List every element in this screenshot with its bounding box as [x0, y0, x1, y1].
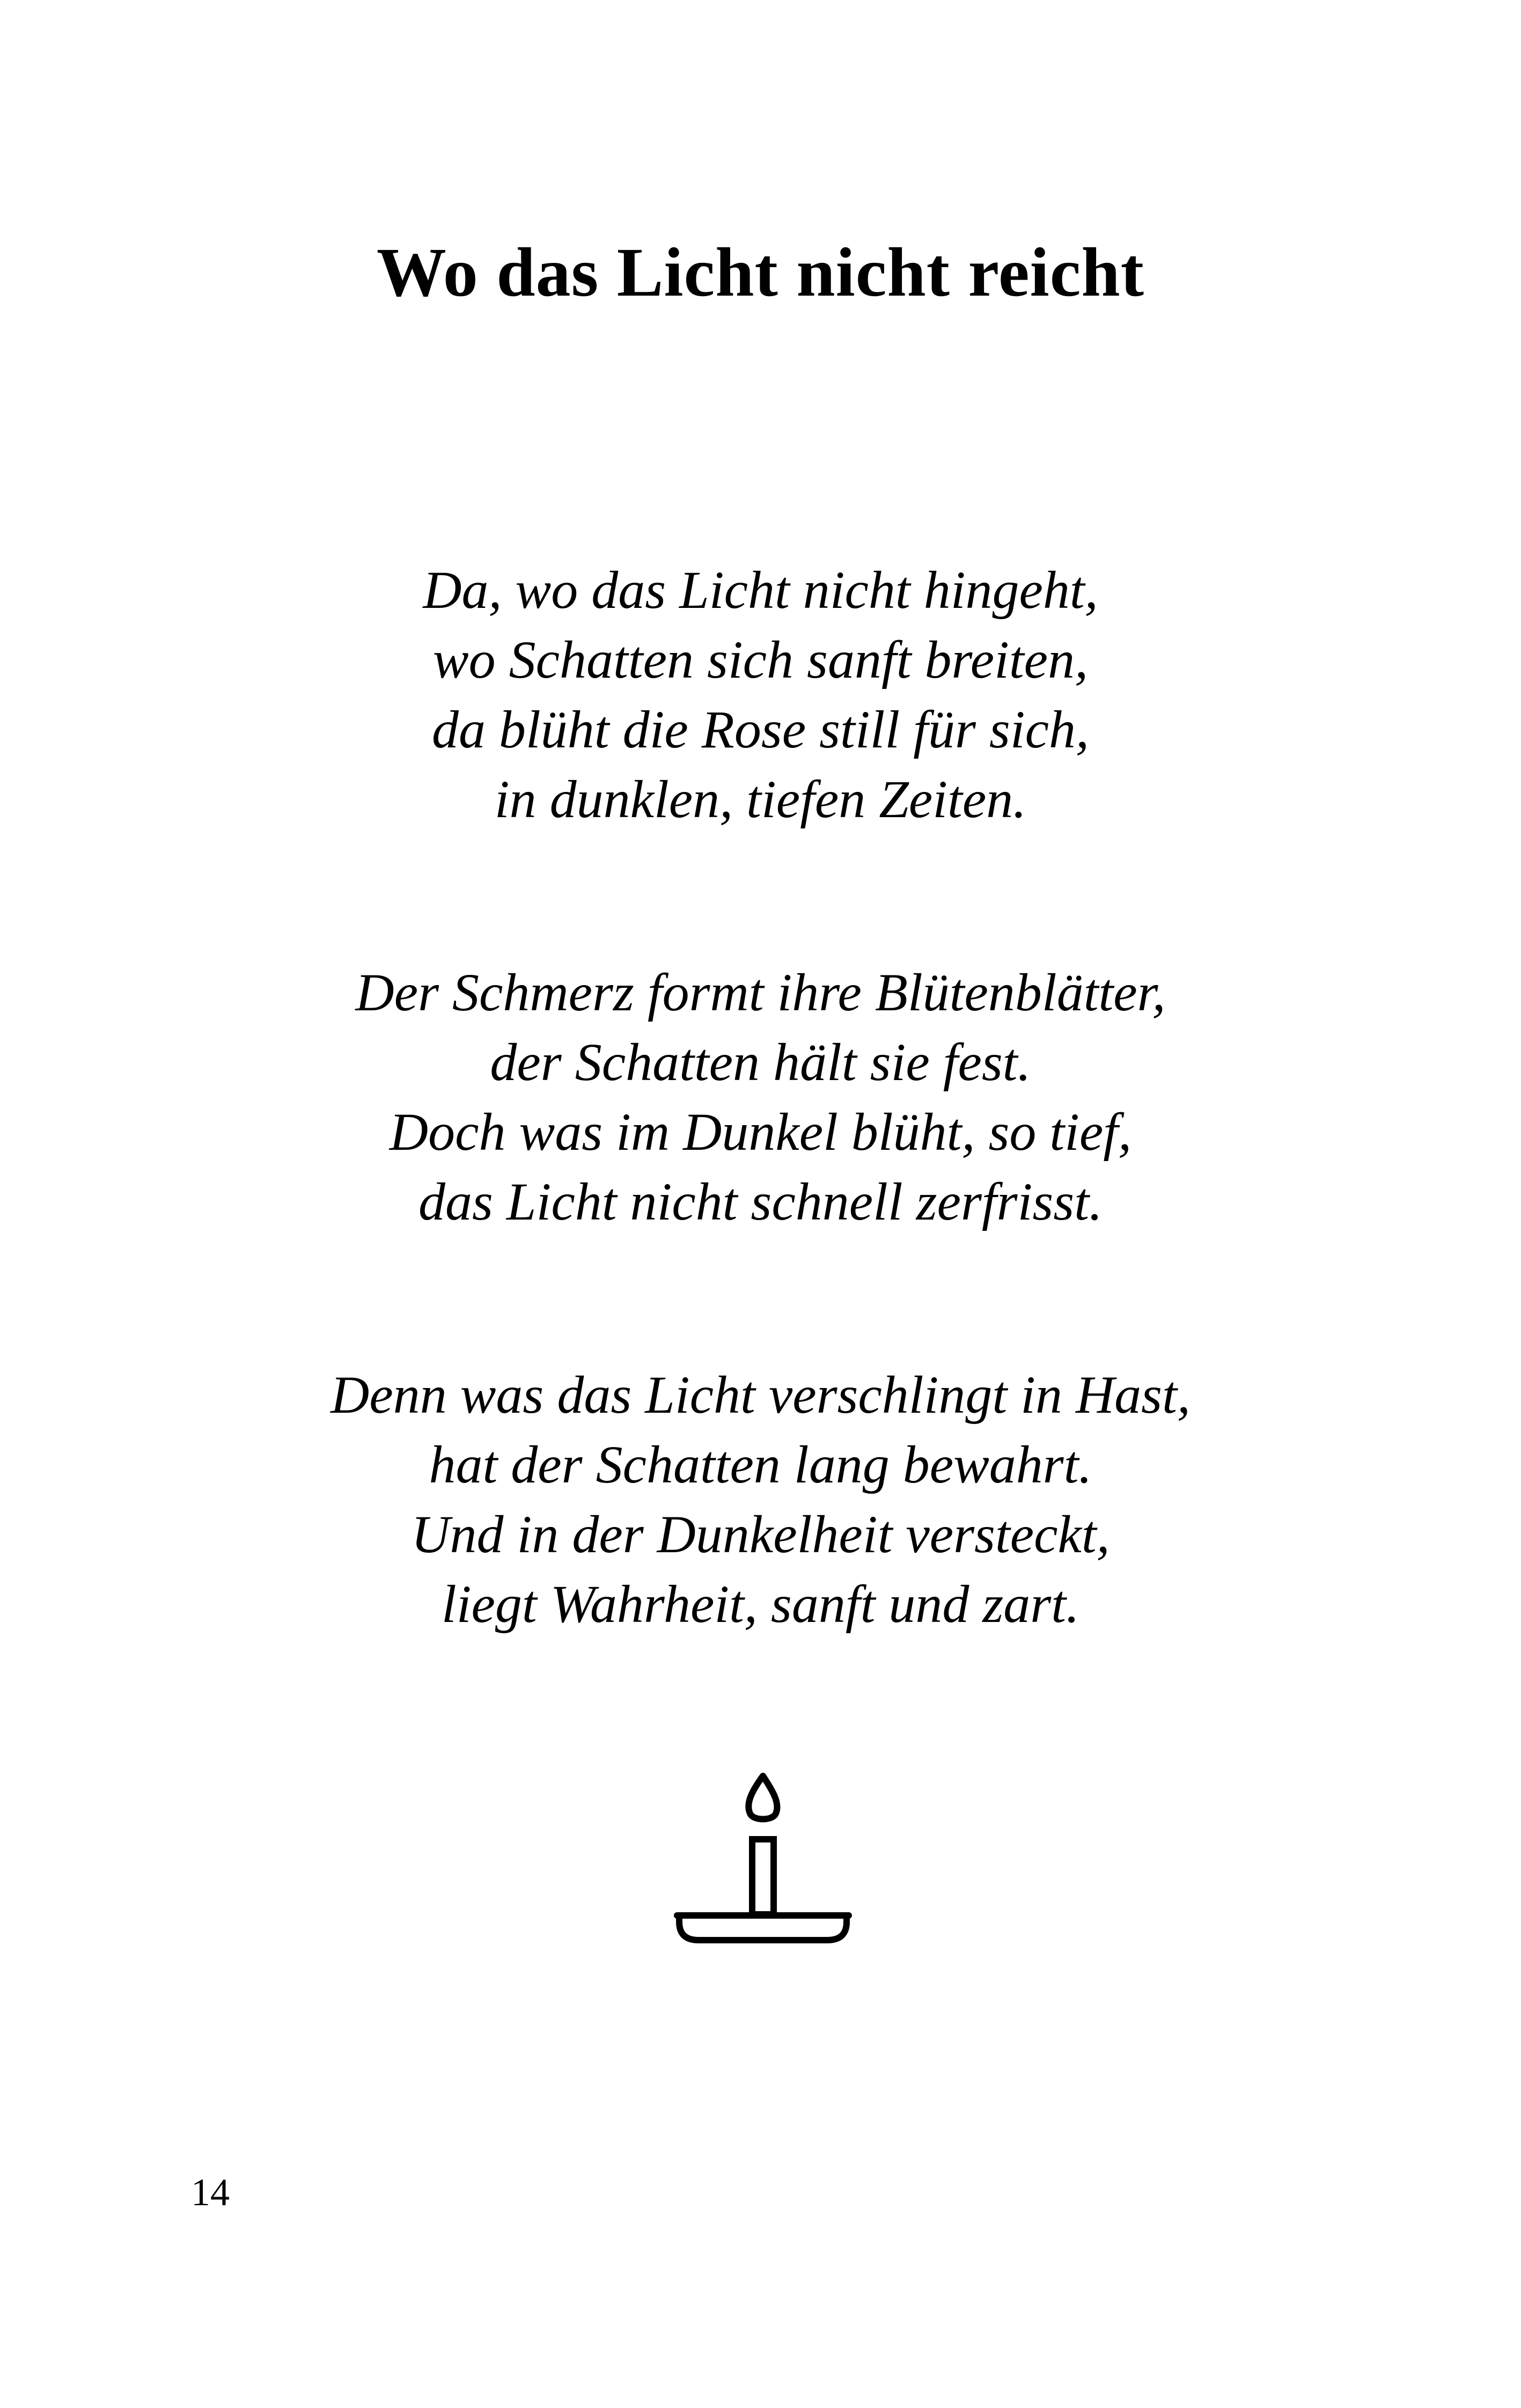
verse-line: da blüht die Rose still für sich,: [432, 700, 1089, 759]
verse-line: hat der Schatten lang bewahrt.: [429, 1435, 1092, 1494]
verse-line: Der Schmerz formt ihre Blütenblätter,: [355, 963, 1166, 1022]
verse-line: das Licht nicht schnell zerfrisst.: [418, 1172, 1103, 1231]
verse-line: der Schatten hält sie fest.: [490, 1032, 1031, 1092]
stanza-3: [0, 1360, 1521, 1639]
verse-line: Denn was das Licht verschlingt in Hast,: [330, 1365, 1191, 1425]
verse-line: in dunklen, tiefen Zeiten.: [494, 769, 1027, 829]
verse-line: Doch was im Dunkel blüht, so tief,: [389, 1102, 1132, 1162]
verse-line: Und in der Dunkelheit versteckt,: [411, 1504, 1110, 1564]
page-number: 14: [191, 2171, 230, 2214]
poem-title: Wo das Licht nicht reicht: [376, 234, 1144, 311]
candle-icon: [666, 1771, 859, 1948]
stanza-2: [0, 958, 1521, 1237]
stanza-1: [0, 555, 1521, 834]
verse-line: Da, wo das Licht nicht hingeht,: [423, 560, 1098, 620]
verse-line: wo Schatten sich sanft breiten,: [432, 630, 1089, 689]
verse-line: liegt Wahrheit, sanft und zart.: [441, 1574, 1079, 1634]
